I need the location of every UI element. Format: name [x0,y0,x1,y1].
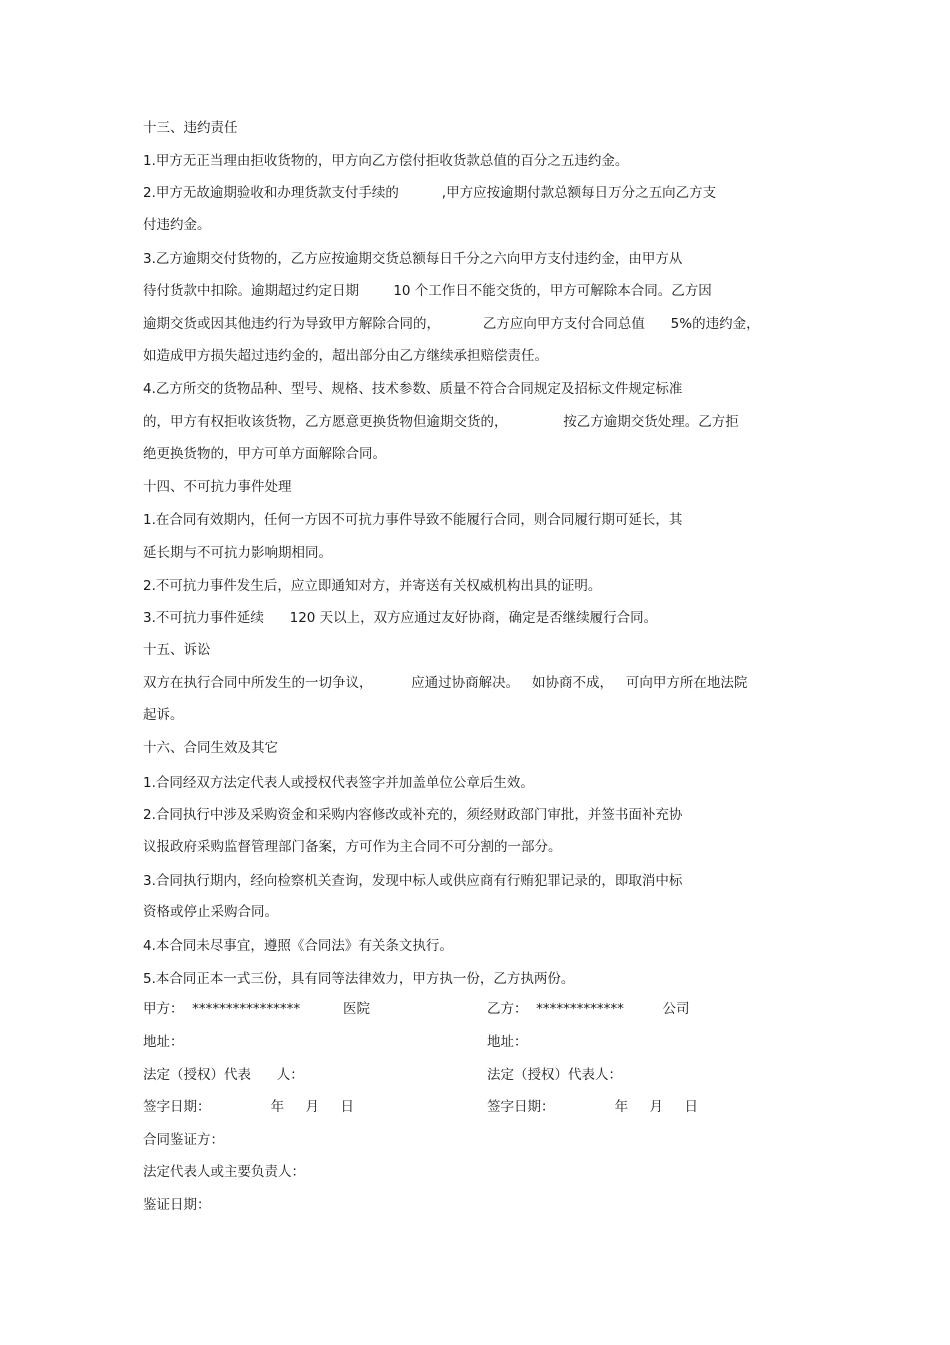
paragraph-line: 双方在执行合同中所发生的一切争议， 应通过协商解决。 如协商不成， 可向甲方所在地法院 [143,675,748,691]
paragraph-line: 1.在合同有效期内，任何一方因不可抗力事件导致不能履行合同，则合同履行期可延长，其 [143,512,683,528]
verifier-representative: 法定代表人或主要负责人： [143,1164,305,1180]
paragraph-line: 2.不可抗力事件发生后，应立即通知对方，并寄送有关权威机构出具的证明。 [143,578,602,594]
paragraph-line: 议报政府采购监督管理部门备案，方可作为主合同不可分割的一部分。 [143,839,562,855]
section-heading: 十五、诉讼 [143,642,211,658]
party-b-representative: 法定（授权）代表人： [487,1067,622,1083]
section-heading: 十六、合同生效及其它 [143,740,278,756]
paragraph-line: 4.乙方所交的货物品种、型号、规格、技术参数、质量不符合合同规定及招标文件规定标准 [143,381,683,397]
paragraph-line: 待付货款中扣除。逾期超过约定日期 10 个工作日不能交货的，甲方可解除本合同。乙方因 [143,283,712,299]
party-b-sign-date: 签字日期： 年 月 日 [487,1099,698,1115]
paragraph-line: 起诉。 [143,707,184,723]
section-heading: 十三、违约责任 [143,120,238,136]
paragraph-line: 2.甲方无故逾期验收和办理货款支付手续的 ,甲方应按逾期付款总额每日万分之五向乙方支 [143,185,717,201]
party-a-address: 地址： [143,1034,184,1050]
paragraph-line: 1.合同经双方法定代表人或授权代表签字并加盖单位公章后生效。 [143,775,534,791]
paragraph-line: 逾期交货或因其他违约行为导致甲方解除合同的， 乙方应向甲方支付合同总值 5%的违约金， [143,316,760,332]
paragraph-line: 3.不可抗力事件延续 120 天以上，双方应通过友好协商，确定是否继续履行合同。 [143,610,658,626]
section-heading: 十四、不可抗力事件处理 [143,479,292,495]
paragraph-line: 付违约金。 [143,217,211,233]
paragraph-line: 3.合同执行期内，经向检察机关查询，发现中标人或供应商有行贿犯罪记录的，即取消中标 [143,873,683,889]
paragraph-line: 1.甲方无正当理由拒收货物的，甲方向乙方偿付拒收货款总值的百分之五违约金。 [143,153,629,169]
paragraph-line: 资格或停止采购合同。 [143,904,278,920]
paragraph-line: 5.本合同正本一式三份，具有同等法律效力，甲方执一份，乙方执两份。 [143,971,575,987]
party-b-line: 乙方： ************* 公司 [487,1001,690,1017]
paragraph-line: 2.合同执行中涉及采购资金和采购内容修改或补充的，须经财政部门审批，并签书面补充协 [143,807,683,823]
party-a-line: 甲方： **************** 医院 [143,1001,370,1017]
paragraph-line: 延长期与不可抗力影响期相同。 [143,545,332,561]
party-a-sign-date: 签字日期： 年 月 日 [143,1099,354,1115]
verify-date: 鉴证日期： [143,1197,211,1213]
paragraph-line: 的，甲方有权拒收该货物，乙方愿意更换货物但逾期交货的， 按乙方逾期交货处理。乙方拒 [143,414,739,430]
paragraph-line: 如造成甲方损失超过违约金的，超出部分由乙方继续承担赔偿责任。 [143,348,548,364]
verifier-line: 合同鉴证方： [143,1132,224,1148]
party-b-address: 地址： [487,1034,528,1050]
paragraph-line: 绝更换货物的，甲方可单方面解除合同。 [143,446,386,462]
party-a-representative: 法定（授权）代表 人： [143,1067,304,1083]
paragraph-line: 3.乙方逾期交付货物的，乙方应按逾期交货总额每日千分之六向甲方支付违约金，由甲方从 [143,251,683,267]
paragraph-line: 4.本合同未尽事宜，遵照《合同法》有关条文执行。 [143,938,453,954]
